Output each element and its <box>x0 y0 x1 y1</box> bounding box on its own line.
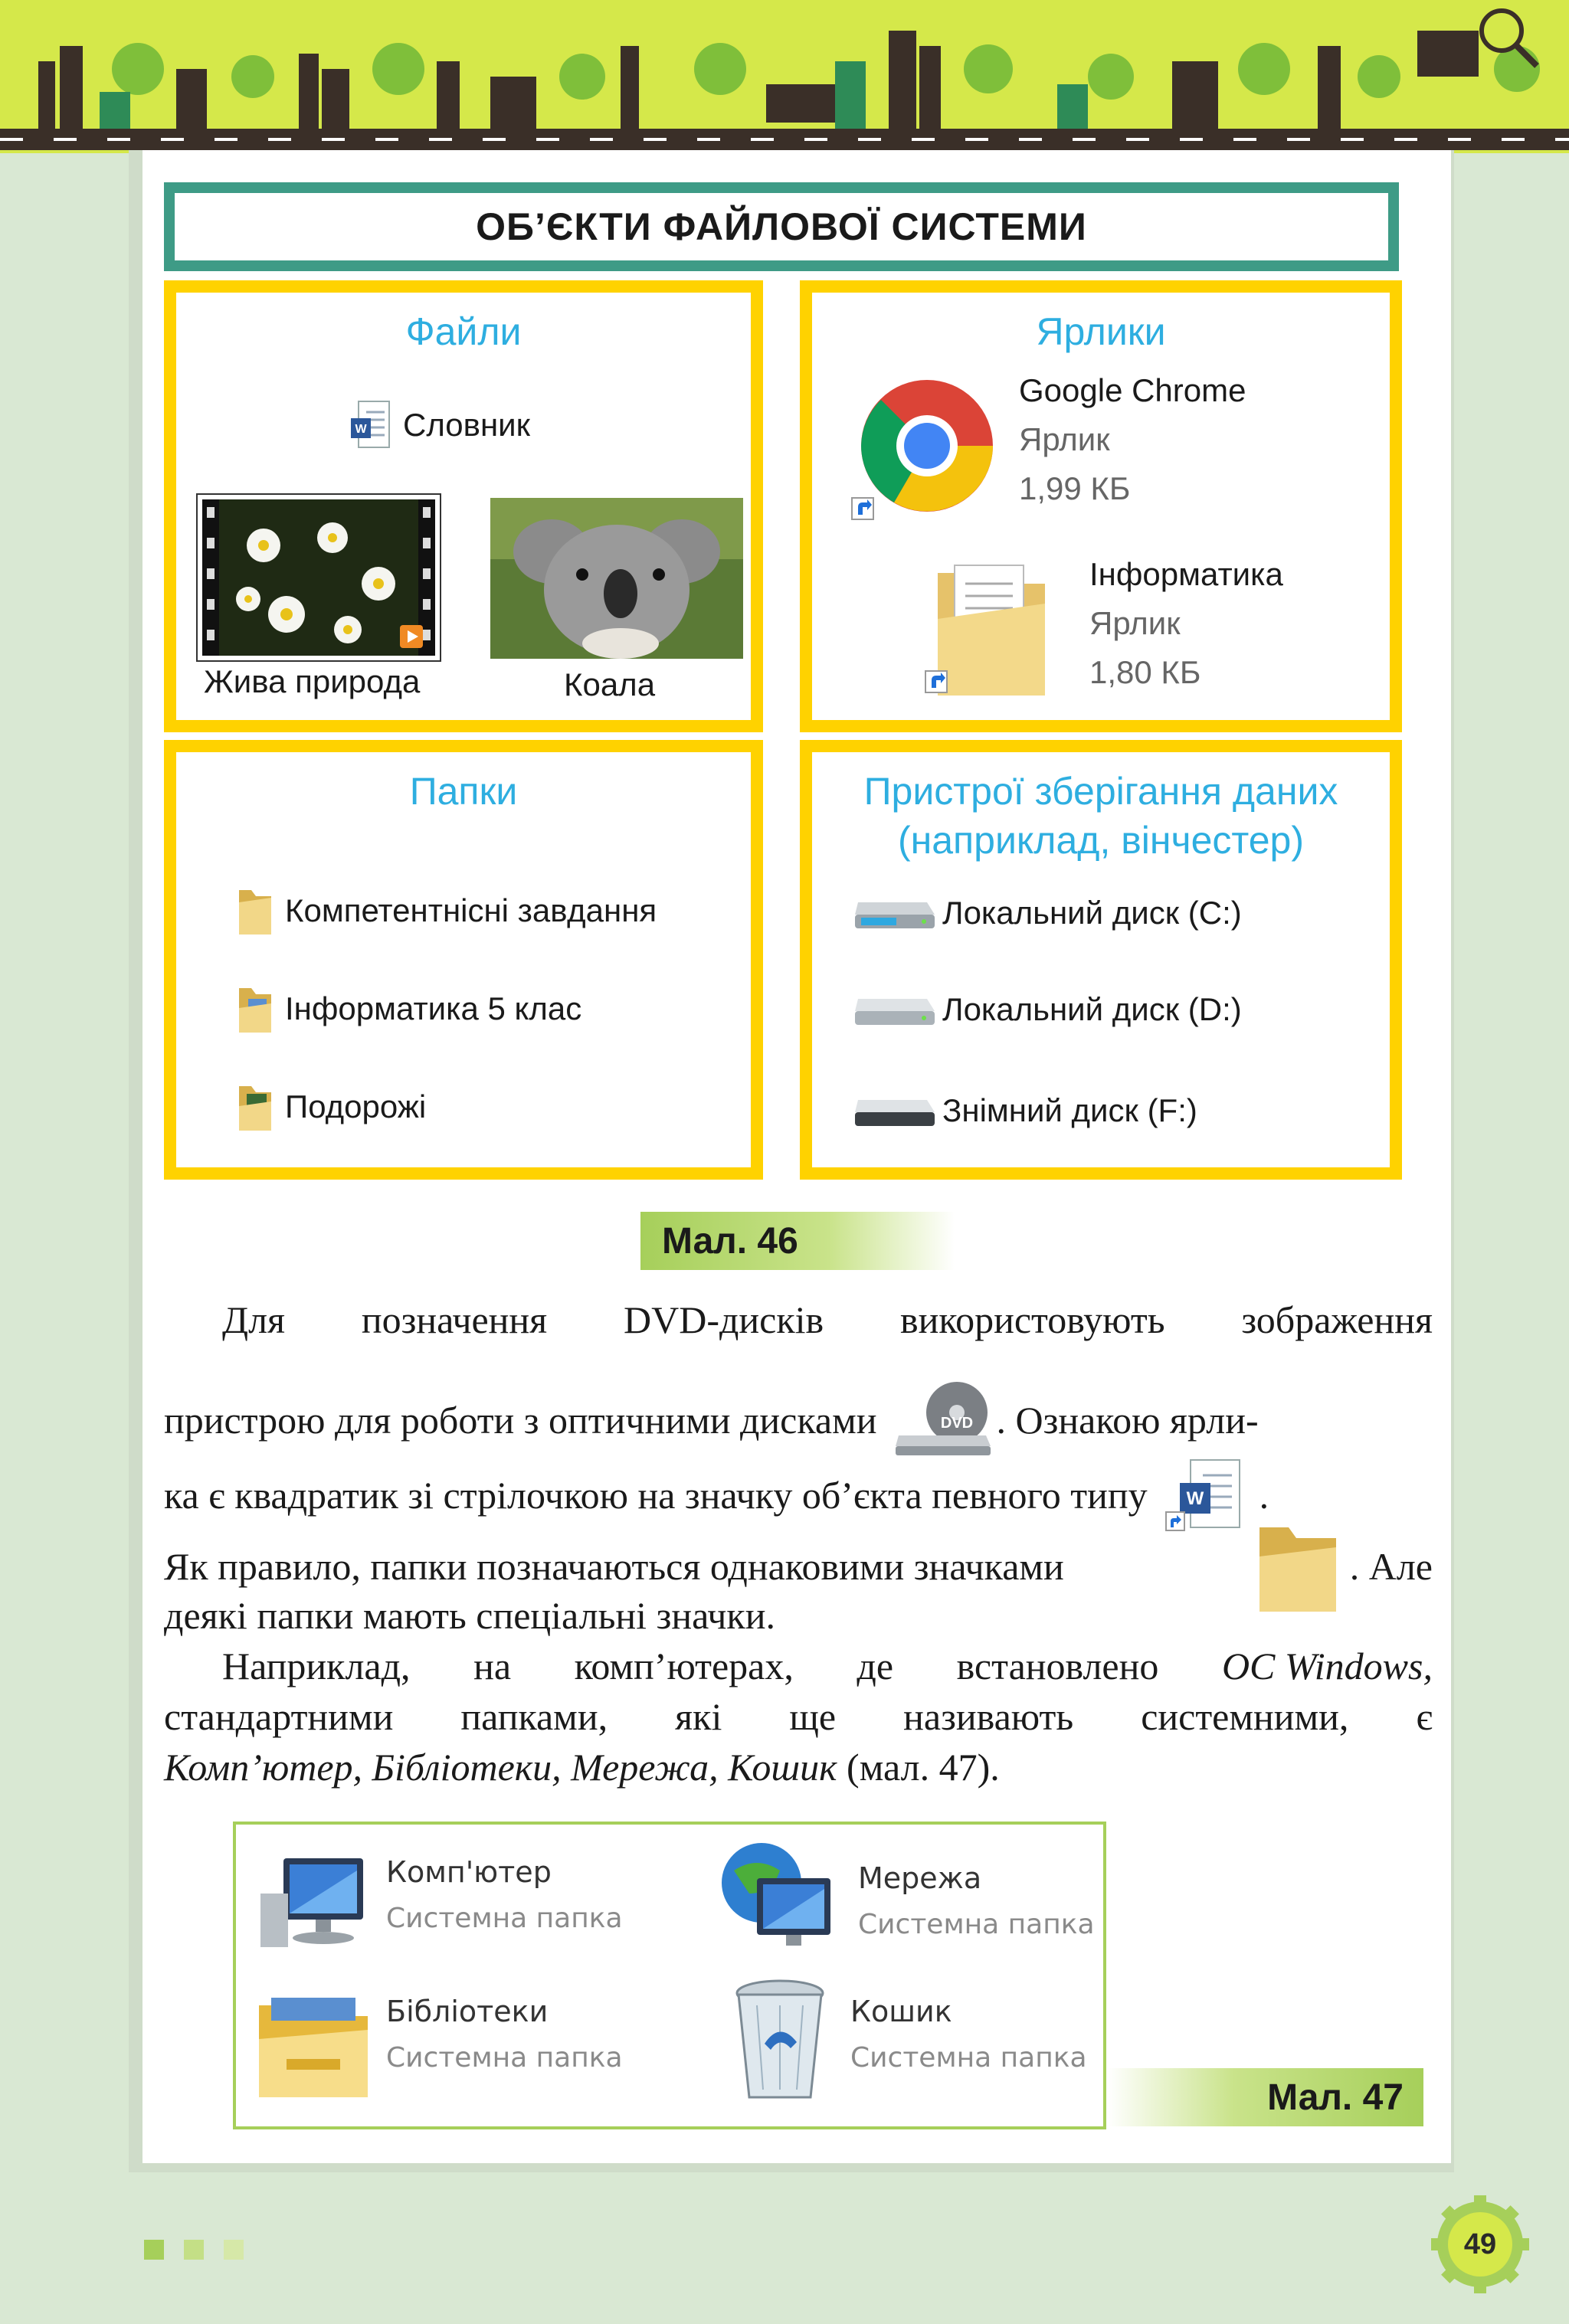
p1-line5: деякі папки мають спеціальні значки. <box>164 1594 775 1637</box>
shortcuts-heading: Ярлики <box>1036 310 1166 353</box>
decorative-squares <box>144 2240 244 2260</box>
storage-heading-line1: Пристрої зберігання даних <box>863 770 1338 813</box>
computer-icon <box>256 1848 371 1962</box>
page-number: 49 <box>1463 2227 1497 2260</box>
computer-item-text <box>386 1855 623 1934</box>
storage-panel <box>800 740 1402 1180</box>
drive-label-f: Знімний диск (F:) <box>942 1092 1197 1128</box>
p2-word: на <box>473 1645 512 1687</box>
figure-47-caption <box>1108 2068 1423 2126</box>
libraries-desc: Системна папка <box>386 2042 623 2074</box>
koala-thumbnail[interactable] <box>490 498 743 659</box>
informatics-shortcut[interactable] <box>922 550 1060 707</box>
p1-line1 <box>164 1298 1433 1342</box>
recycle-bin-item[interactable] <box>726 1975 834 2109</box>
p2-word: які <box>675 1695 722 1738</box>
p2-word: Наприклад, <box>222 1645 411 1687</box>
dvd-drive-icon <box>894 1382 994 1458</box>
p1-line4-text: Як правило, папки позначаються однаковими значками <box>164 1545 1064 1588</box>
p2-line3-tail: (мал. 47). <box>847 1746 1000 1789</box>
recycle-bin-name: Кошик <box>850 1995 952 2028</box>
chrome-shortcut[interactable] <box>850 377 996 526</box>
storage-heading-line2: (наприклад, вінчестер) <box>897 819 1304 862</box>
page-number-badge <box>1431 2195 1529 2293</box>
p1-line2-tail: . Ознакою ярли- <box>996 1399 1259 1442</box>
informatics-shortcut-name: Інформатика <box>1089 556 1283 592</box>
p2-word: папками, <box>460 1695 608 1738</box>
recycle-bin-icon <box>726 1975 834 2105</box>
p2-line3 <box>164 1743 1000 1791</box>
svg-text:W: W <box>1186 1488 1204 1509</box>
p2-word: ще <box>789 1695 837 1738</box>
figure-47-box <box>233 1822 1106 2129</box>
libraries-name: Бібліотеки <box>386 1995 549 2028</box>
folders-panel <box>164 740 763 1180</box>
recycle-bin-item-text <box>850 1995 1087 2074</box>
libraries-icon <box>256 1982 371 2105</box>
network-item-text <box>858 1861 1095 1940</box>
generic-folder-icon <box>1252 1517 1344 1616</box>
p1-word: зображення <box>1241 1298 1433 1341</box>
file-label-nature: Жива природа <box>204 663 421 699</box>
p1-line4-tail: . Але <box>1349 1545 1433 1588</box>
city-skyline-illustration <box>0 0 1569 130</box>
p1-line3-tail: . <box>1259 1474 1269 1517</box>
p1-word: Для <box>222 1298 286 1341</box>
folder-label-tasks: Компетентнісні завдання <box>285 892 657 928</box>
p2-word: системними, <box>1141 1695 1349 1738</box>
drive-item-d[interactable] <box>850 988 1242 1031</box>
p2-word: де <box>857 1645 894 1687</box>
p2-word: є <box>1416 1695 1433 1738</box>
chrome-shortcut-type: Ярлик <box>1019 421 1110 457</box>
folder-with-photo-icon <box>234 1080 276 1134</box>
system-drive-icon <box>850 892 939 935</box>
p1-word: позначення <box>361 1298 548 1341</box>
informatics-shortcut-size: 1,80 КБ <box>1089 654 1201 690</box>
hard-drive-icon <box>850 988 939 1031</box>
drive-item-f[interactable] <box>850 1089 1197 1132</box>
recycle-bin-desc: Системна папка <box>850 2042 1087 2074</box>
informatics-shortcut-type: Ярлик <box>1089 605 1181 641</box>
shortcuts-panel <box>800 280 1402 732</box>
folder-item-informatics[interactable] <box>234 982 581 1036</box>
network-name: Мережа <box>858 1861 982 1895</box>
figure-46-caption <box>640 1212 955 1270</box>
figure-46-title-box <box>164 182 1399 271</box>
file-label-koala: Коала <box>564 666 656 702</box>
drive-label-c: Локальний диск (C:) <box>942 895 1242 931</box>
libraries-item-text <box>386 1995 623 2074</box>
file-label-dictionary: Словник <box>403 407 531 443</box>
file-item-dictionary[interactable] <box>349 400 530 450</box>
computer-desc: Системна папка <box>386 1903 623 1934</box>
p2-os-windows: ОС Windows, <box>1221 1645 1433 1687</box>
drive-label-d: Локальний диск (D:) <box>942 991 1242 1027</box>
folder-item-travels[interactable] <box>234 1080 426 1134</box>
computer-name: Комп'ютер <box>386 1855 552 1889</box>
network-desc: Системна папка <box>858 1909 1095 1940</box>
p1-line2-text: пристрою для роботи з оптичними дисками <box>164 1399 877 1442</box>
files-panel <box>164 280 763 732</box>
network-globe-icon <box>719 1840 834 1962</box>
p1-line3-text: ка є квадратик зі стрілочкою на значку об’єкта певного типу <box>164 1474 1148 1517</box>
top-banner <box>0 0 1569 153</box>
p1-word: використовують <box>899 1298 1165 1341</box>
drive-item-c[interactable] <box>850 892 1242 935</box>
network-item[interactable] <box>719 1840 834 1966</box>
p2-line1 <box>164 1644 1433 1688</box>
p2-word: встановлено <box>956 1645 1159 1687</box>
word-document-icon <box>349 400 392 450</box>
computer-item[interactable] <box>256 1848 371 1966</box>
dvd-icon-label: DVD <box>940 1415 973 1432</box>
folder-label-informatics: Інформатика 5 клас <box>285 990 582 1026</box>
p1-word: DVD-дисків <box>624 1298 824 1341</box>
figure-46-title: ОБ’ЄКТИ ФАЙЛОВОЇ СИСТЕМИ <box>476 205 1087 248</box>
chrome-shortcut-name: Google Chrome <box>1019 372 1246 408</box>
p2-system-folders: Комп’ютер, Бібліотеки, Мережа, Кошик <box>164 1746 837 1789</box>
p1-line2 <box>164 1382 1259 1458</box>
koala-image <box>490 498 743 659</box>
folder-shortcut-icon <box>922 550 1060 703</box>
daisies-video-icon <box>202 499 435 656</box>
p2-word: комп’ютерах, <box>574 1645 794 1687</box>
p2-word: називають <box>903 1695 1074 1738</box>
chrome-shortcut-info <box>1019 372 1246 507</box>
p2-word: стандартними <box>164 1695 394 1738</box>
video-thumbnail[interactable] <box>196 493 441 662</box>
road-markings <box>0 138 1569 141</box>
folder-icon <box>234 884 276 938</box>
files-heading: Файли <box>405 310 522 353</box>
svg-text:W: W <box>355 423 367 436</box>
figure-47-caption-text: Мал. 47 <box>1267 2077 1404 2118</box>
folder-label-travels: Подорожі <box>285 1088 427 1124</box>
libraries-item[interactable] <box>256 1982 371 2109</box>
removable-drive-icon <box>850 1089 939 1132</box>
folder-with-pictures-icon <box>234 982 276 1036</box>
p2-line2 <box>164 1694 1433 1739</box>
folders-heading: Папки <box>409 770 518 813</box>
figure-46-caption-text: Мал. 46 <box>662 1220 798 1262</box>
informatics-shortcut-info <box>1089 556 1283 691</box>
chrome-icon <box>850 377 996 522</box>
p1-line4-end <box>1252 1517 1433 1616</box>
chrome-shortcut-size: 1,99 КБ <box>1019 470 1131 506</box>
folder-item-tasks[interactable] <box>234 884 657 938</box>
